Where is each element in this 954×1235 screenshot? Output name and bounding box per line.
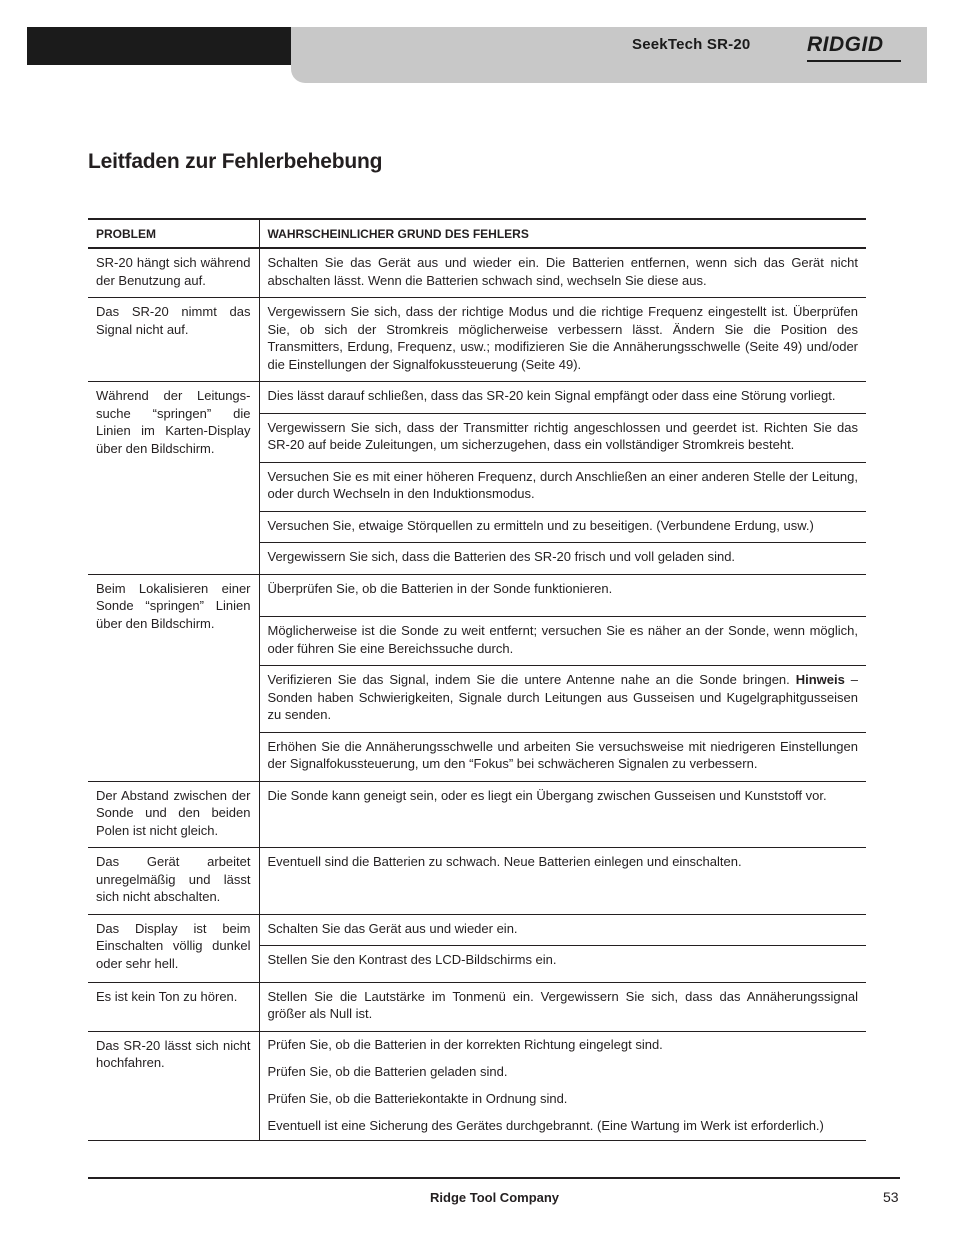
column-header-reason: WAHRSCHEINLICHER GRUND DES FEHLERS — [259, 219, 866, 248]
problem-cell: Während der Leitungs-suche “springen” die Linien im Karten-Display über den Bildschirm. — [88, 382, 259, 575]
page-title: Leitfaden zur Fehlerbehebung — [88, 150, 383, 173]
note-text: – Sonden haben Schwierigkeiten, Signale durch Leitungen aus Gusseisen und Kugelgraphitgusseisen zu senden. — [267, 672, 859, 722]
table-row — [88, 781, 866, 848]
reason-cell: Möglicherweise ist die Sonde zu weit entfernt; versuchen Sie es näher an der Sonde, wenn möglich, oder führen Sie eine Bereichssuche durch. — [259, 617, 866, 666]
problem-cell: Das SR-20 lässt sich nicht hochfahren. — [88, 1031, 259, 1141]
reason-cell: Versuchen Sie, etwaige Störquellen zu ermitteln und zu beseitigen. (Verbundene Erdung, usw.) — [259, 511, 866, 543]
reason-cell: Überprüfen Sie, ob die Batterien in der Sonde funktionieren. — [259, 574, 866, 617]
reason-cell: Vergewissern Sie sich, dass die Batterien des SR-20 frisch und voll geladen sind. — [259, 543, 866, 575]
ridgid-logo-underline — [807, 60, 901, 62]
reason-cell: Schalten Sie das Gerät aus und wieder ein. — [259, 914, 866, 946]
reason-text: Verifizieren Sie das Signal, indem Sie die untere Antenne nahe an die Sonde bringen. — [267, 672, 790, 687]
table-row — [88, 982, 866, 1031]
footer-rule — [88, 1177, 900, 1179]
reason-cell: Vergewissern Sie sich, dass der Transmitter richtig angeschlossen und geerdet ist. Richten Sie das SR-20 auf beide Zuleitungen, um sicherzugehen, dass ein vollständiger Stromkreis besteht. — [259, 413, 866, 462]
footer-company: Ridge Tool Company — [430, 1190, 560, 1205]
header-product-title: SeekTech SR-20 — [632, 36, 751, 53]
reason-cell: Stellen Sie den Kontrast des LCD-Bildschirms ein. — [259, 946, 866, 983]
problem-cell: Das Display ist beim Einschalten völlig dunkel oder sehr hell. — [88, 914, 259, 982]
page-number: 53 — [883, 1189, 899, 1205]
problem-cell: Das SR-20 nimmt das Signal nicht auf. — [88, 298, 259, 382]
table-row — [88, 848, 866, 915]
reason-cell: Vergewissern Sie sich, dass der richtige Modus und die richtige Frequenz eingestellt ist. Überprüfen Sie, ob sich der Stromkreis möglicherweise verbessern lässt. Ändern Sie die Position des Transmitters, Erdung, Frequenz, usw.; modifizieren Sie die Annäherungsschwelle (Seite 49) und/oder die Einstellungen der Signalfokussteuerung (Seite 49). — [259, 298, 866, 382]
header-gray-tab — [291, 65, 927, 83]
table-row — [88, 298, 866, 382]
reason-cell: Dies lässt darauf schließen, dass das SR-20 kein Signal empfängt oder dass eine Störung vorliegt. — [259, 382, 866, 414]
reason-cell: Versuchen Sie es mit einer höheren Frequenz, durch Anschließen an einer anderen Stelle der Leitung, oder durch Wechseln in den Induktionsmodus. — [259, 462, 866, 511]
reason-cell: Die Sonde kann geneigt sein, oder es liegt ein Übergang zwischen Gusseisen und Kunststoff vor. — [259, 781, 866, 848]
reason-cell: Stellen Sie die Lautstärke im Tonmenü ein. Vergewissern Sie sich, dass das Annäherungssignal größer als Null ist. — [259, 982, 866, 1031]
table-row — [88, 382, 866, 414]
table-row — [88, 574, 866, 617]
problem-cell: Das Gerät arbeitet unregelmäßig und lässt sich nicht abschalten. — [88, 848, 259, 915]
table-row — [88, 248, 866, 298]
reason-line: Prüfen Sie, ob die Batteriekontakte in Ordnung sind. — [267, 1090, 568, 1106]
table-row — [88, 914, 866, 946]
reason-line: Eventuell ist eine Sicherung des Gerätes durchgebrannt. (Eine Wartung im Werk ist erforderlich.) — [267, 1117, 824, 1133]
problem-cell: SR-20 hängt sich während der Benutzung auf. — [88, 248, 259, 298]
reason-cell: Eventuell sind die Batterien zu schwach. Neue Batterien einlegen und einschalten. — [259, 848, 866, 915]
reason-line: Prüfen Sie, ob die Batterien geladen sind. — [267, 1063, 508, 1079]
problem-cell: Es ist kein Ton zu hören. — [88, 982, 259, 1031]
problem-cell: Der Abstand zwischen der Sonde und den beiden Polen ist nicht gleich. — [88, 781, 259, 848]
table-header-row — [88, 219, 866, 248]
reason-cell: Schalten Sie das Gerät aus und wieder ein. Die Batterien entfernen, wenn sich das Gerät nicht abschalten lässt. Wenn die Batterien schwach sind, wechseln Sie diese aus. — [259, 248, 866, 298]
header-black-bar — [27, 27, 291, 65]
column-header-problem: PROBLEM — [88, 219, 259, 248]
problem-cell: Beim Lokalisieren einer Sonde “springen” Linien über den Bildschirm. — [88, 574, 259, 781]
table-row — [88, 1031, 866, 1141]
reason-line: Prüfen Sie, ob die Batterien in der korrekten Richtung eingelegt sind. — [267, 1036, 663, 1052]
ridgid-logo-text: RIDGID — [807, 33, 884, 56]
note-label: Hinweis — [795, 672, 845, 687]
reason-cell-with-note — [259, 666, 866, 733]
reason-cell: Erhöhen Sie die Annäherungsschwelle und arbeiten Sie versuchsweise mit niedrigeren Einstellungen der Signalfokussteuerung, um den “Fokus” bei schwächeren Signalen zu verbessern. — [259, 732, 866, 781]
reason-cell-multi — [259, 1031, 866, 1141]
troubleshooting-table — [88, 218, 866, 1141]
ridgid-logo — [807, 34, 901, 62]
